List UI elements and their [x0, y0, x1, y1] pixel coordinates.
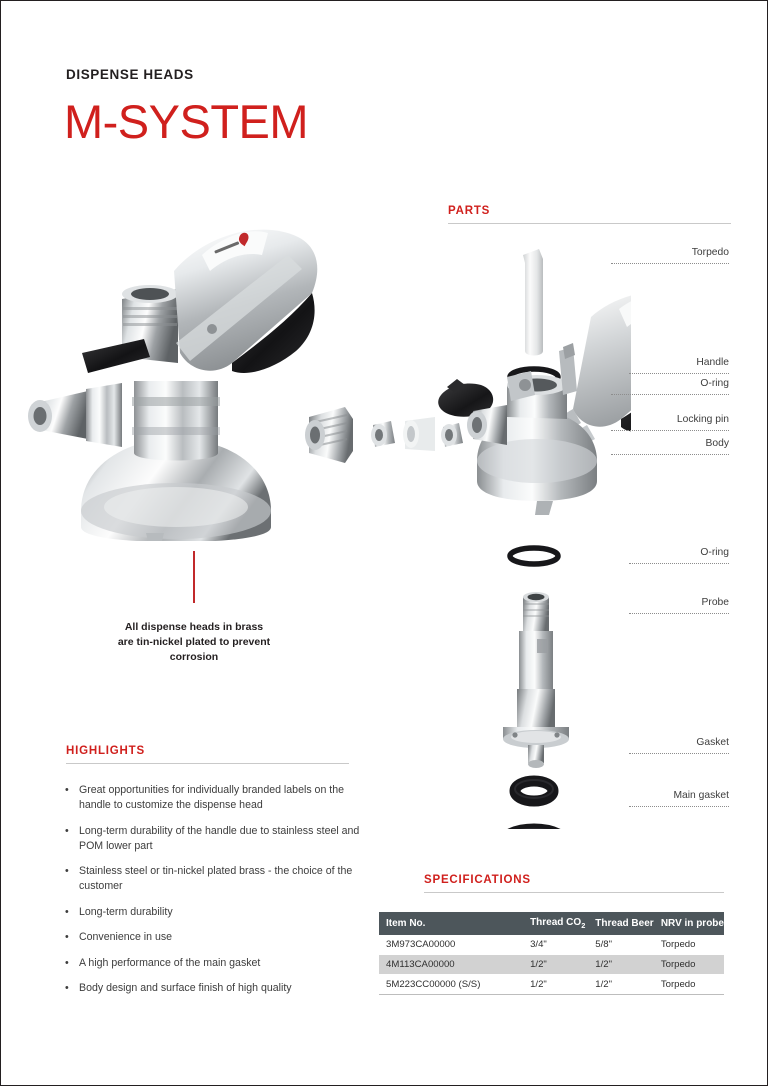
- cell-nrv-in-probe: Torpedo: [654, 935, 724, 955]
- specifications-table: [379, 912, 724, 995]
- highlight-item: [65, 824, 360, 854]
- highlight-item-text: Stainless steel or tin-nickel plated brass - the choice of the customer: [79, 865, 353, 893]
- part-label-handle: Handle: [629, 357, 729, 374]
- highlight-item: [65, 981, 360, 996]
- bullet-icon: •: [65, 784, 69, 796]
- part-label-locking-pin: Locking pin: [611, 414, 729, 431]
- thread-co2-base: Thread CO: [530, 917, 582, 928]
- cell-item-no: 4M113CA00000: [379, 955, 523, 975]
- table-row: [379, 955, 724, 975]
- specifications-heading: SPECIFICATIONS: [424, 874, 531, 886]
- parts-heading: PARTS: [448, 205, 491, 217]
- highlight-item-text: Body design and surface finish of high quality: [79, 982, 292, 995]
- highlight-item-text: Great opportunities for individually branded labels on the handle to customize the dispense head: [79, 784, 345, 812]
- column-header-thread-beer: Thread Beer: [588, 912, 654, 935]
- highlights-heading-rule: [66, 763, 349, 764]
- cell-item-no: 5M223CC00000 (S/S): [379, 975, 523, 995]
- cell-thread-co2: 3/4": [523, 935, 588, 955]
- cell-nrv-in-probe: Torpedo: [654, 975, 724, 995]
- specifications-table-body: [379, 935, 724, 995]
- cell-item-no: 3M973CA00000: [379, 935, 523, 955]
- highlight-item: [65, 905, 360, 920]
- highlight-item: [65, 956, 360, 971]
- hero-caption-line1: All dispense heads in brass: [124, 621, 264, 633]
- highlight-item-text: Convenience in use: [79, 931, 173, 944]
- cell-thread-beer: 1/2": [588, 975, 654, 995]
- part-label-gasket: Gasket: [629, 737, 729, 754]
- highlights-list: [65, 783, 360, 1007]
- table-row: [379, 975, 724, 995]
- hero-caption: [76, 620, 312, 665]
- part-label-o-ring: O-ring: [611, 378, 729, 395]
- highlight-item: [65, 930, 360, 945]
- part-label-o-ring: O-ring: [629, 547, 729, 564]
- exploded-parts-diagram: [301, 229, 631, 829]
- column-header-nrv-in-probe: NRV in probe: [654, 912, 724, 935]
- cell-thread-co2: 1/2": [523, 975, 588, 995]
- caption-divider: [193, 551, 195, 603]
- page-title: M-SYSTEM: [64, 95, 309, 148]
- bullet-icon: •: [65, 931, 69, 944]
- column-header-item-no: Item No.: [379, 912, 523, 935]
- highlight-item-text: Long-term durability: [79, 905, 173, 918]
- part-label-probe: Probe: [629, 597, 729, 614]
- cell-thread-beer: 1/2": [588, 955, 654, 975]
- hero-caption-line2: are tin-nickel plated to prevent: [117, 635, 271, 648]
- cell-nrv-in-probe: Torpedo: [654, 955, 724, 975]
- category-eyebrow: DISPENSE HEADS: [66, 67, 194, 82]
- part-label-body: Body: [611, 438, 729, 455]
- bullet-icon: •: [65, 865, 69, 878]
- part-label-main-gasket: Main gasket: [629, 790, 729, 807]
- highlight-item: [65, 864, 360, 894]
- column-header-thread-co2: [523, 912, 588, 935]
- bullet-icon: •: [65, 982, 69, 995]
- cell-thread-co2: 1/2": [523, 955, 588, 975]
- table-header-row: [379, 912, 724, 935]
- highlight-item: [65, 783, 360, 813]
- part-label-torpedo: Torpedo: [611, 247, 729, 264]
- highlight-item-text: A high performance of the main gasket: [79, 956, 261, 969]
- hero-caption-line3: corrosion: [169, 650, 219, 663]
- table-row: [379, 935, 724, 955]
- bullet-icon: •: [65, 956, 69, 969]
- cell-thread-beer: 5/8": [588, 935, 654, 955]
- specifications-heading-rule: [424, 892, 724, 893]
- thread-co2-subscript: 2: [581, 921, 586, 930]
- hero-product-image: [26, 211, 326, 541]
- bullet-icon: •: [65, 824, 69, 837]
- parts-heading-rule: [448, 223, 731, 224]
- highlight-item-text: Long-term durability of the handle due to stainless steel and POM lower part: [79, 824, 360, 852]
- bullet-icon: •: [65, 905, 69, 918]
- highlights-heading: HIGHLIGHTS: [66, 745, 145, 757]
